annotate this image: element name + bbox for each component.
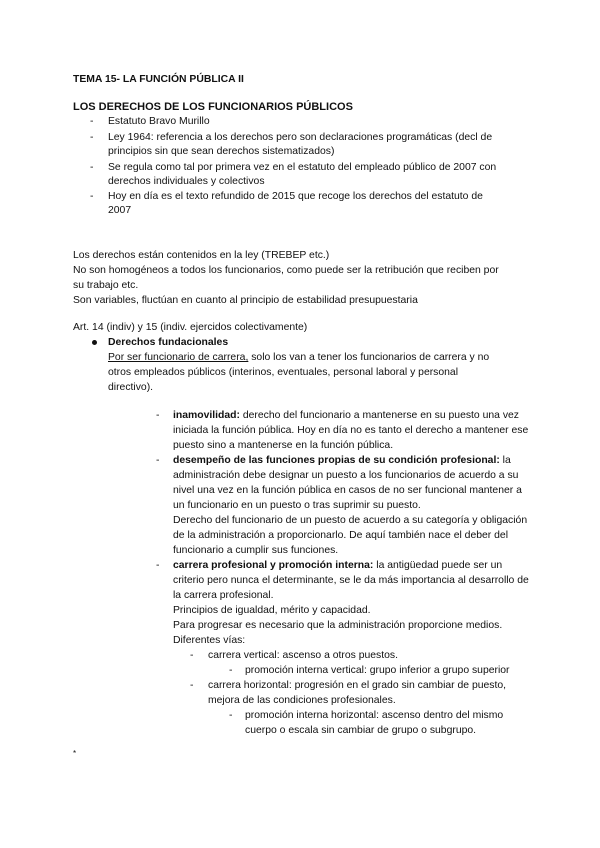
via-vertical-sub: promoción interna vertical: grupo inferior a grupo superior bbox=[245, 665, 510, 676]
right-line: un funcionario en un puesto o tras suprimir su puesto. bbox=[173, 500, 421, 511]
list-dash: - bbox=[156, 560, 160, 571]
list-dash: - bbox=[229, 710, 233, 721]
underlined-phrase: Por ser funcionario de carrera, bbox=[108, 352, 249, 363]
list-dash: - bbox=[90, 191, 94, 202]
paragraph-line: su trabajo etc. bbox=[73, 280, 139, 291]
articles-line: Art. 14 (indiv) y 15 (indiv. ejercidos colectivamente) bbox=[73, 322, 308, 333]
list-dash: - bbox=[229, 665, 233, 676]
footer-mark: * bbox=[73, 749, 77, 758]
fundamental-text: solo los van a tener los funcionarios de carrera y no bbox=[248, 352, 490, 363]
via-horizontal-sub: promoción interna horizontal: ascenso dentro del mismo bbox=[245, 710, 504, 721]
list-dash: - bbox=[190, 680, 194, 691]
paragraph-line: No son homogéneos a todos los funcionarios, como puede ser la retribución que reciben por bbox=[73, 265, 499, 276]
right-desempeno bbox=[173, 454, 511, 468]
fundamental-rights-line: otros empleados públicos (interinos, eventuales, personal laboral y personal bbox=[108, 367, 459, 378]
list-item: Se regula como tal por primera vez en el estatuto del empleado público de 2007 con bbox=[108, 162, 497, 173]
list-dash: - bbox=[156, 410, 160, 421]
right-inamovilidad bbox=[173, 409, 519, 423]
right-line: Principios de igualdad, mérito y capacidad. bbox=[173, 605, 371, 616]
paragraph-line: Los derechos están contenidos en la ley (TREBEP etc.) bbox=[73, 250, 330, 261]
fundamental-rights-label: Derechos fundacionales bbox=[108, 337, 229, 348]
section-heading: LOS DERECHOS DE LOS FUNCIONARIOS PÚBLICOS bbox=[73, 101, 353, 113]
list-item: Hoy en día es el texto refundido de 2015 que recoge los derechos del estatuto de bbox=[108, 191, 483, 202]
list-item-continuation: 2007 bbox=[108, 205, 132, 216]
paragraph-line: Son variables, fluctúan en cuanto al principio de estabilidad presupuestaria bbox=[73, 295, 418, 306]
right-text: la antigüedad puede ser un bbox=[373, 560, 503, 571]
right-line: funcionario a cumplir sus funciones. bbox=[173, 545, 339, 556]
list-dash: - bbox=[90, 116, 94, 127]
right-line: la carrera profesional. bbox=[173, 590, 274, 601]
right-line: criterio pero nunca el determinante, se le da más importancia al desarrollo de bbox=[173, 575, 529, 586]
right-line: iniciada la función pública. Hoy en día no es tanto el derecho a mantener ese bbox=[173, 425, 529, 436]
list-item-continuation: derechos individuales y colectivos bbox=[108, 176, 265, 187]
via-horizontal-continuation: mejora de las condiciones profesionales. bbox=[208, 695, 396, 706]
right-line: Para progresar es necesario que la administración proporcione medios. bbox=[173, 620, 503, 631]
list-item-continuation: principios sin que sean derechos sistematizados) bbox=[108, 146, 335, 157]
via-vertical: carrera vertical: ascenso a otros puestos. bbox=[208, 650, 399, 661]
via-horizontal-sub-continuation: cuerpo o escala sin cambiar de grupo o subgrupo. bbox=[245, 725, 477, 736]
right-line: de la administración a proporcionarlo. De aquí también nace el deber del bbox=[173, 530, 509, 541]
fundamental-rights-line: directivo). bbox=[108, 382, 154, 393]
right-carrera bbox=[173, 559, 502, 573]
right-term: carrera profesional y promoción interna: bbox=[173, 560, 374, 571]
list-dash: - bbox=[190, 650, 194, 661]
list-item: Estatuto Bravo Murillo bbox=[108, 116, 210, 127]
via-horizontal: carrera horizontal: progresión en el grado sin cambiar de puesto, bbox=[208, 680, 507, 691]
right-line: Diferentes vías: bbox=[173, 635, 246, 646]
fundamental-rights-line bbox=[108, 351, 489, 365]
right-line: nivel una vez en la función pública en casos de no ser funcional mantener a bbox=[173, 485, 522, 496]
list-dash: - bbox=[156, 455, 160, 466]
right-term: desempeño de las funciones propias de su condición profesional: bbox=[173, 455, 500, 466]
right-line: puesto sino a mantenerse en la función pública. bbox=[173, 440, 394, 451]
bullet-icon bbox=[92, 340, 97, 345]
list-dash: - bbox=[90, 162, 94, 173]
right-line: Derecho del funcionario de un puesto de acuerdo a su categoría y obligación bbox=[173, 515, 528, 526]
right-text: la bbox=[499, 455, 511, 466]
list-item: Ley 1964: referencia a los derechos pero son declaraciones programáticas (decl de bbox=[108, 132, 493, 143]
document-title: TEMA 15- LA FUNCIÓN PÚBLICA II bbox=[73, 74, 244, 85]
right-line: administración debe designar un puesto a los funcionarios de acuerdo a su bbox=[173, 470, 519, 481]
list-dash: - bbox=[90, 132, 94, 143]
right-text: derecho del funcionario a mantenerse en su puesto una vez bbox=[239, 410, 519, 421]
right-term: inamovilidad: bbox=[173, 410, 240, 421]
